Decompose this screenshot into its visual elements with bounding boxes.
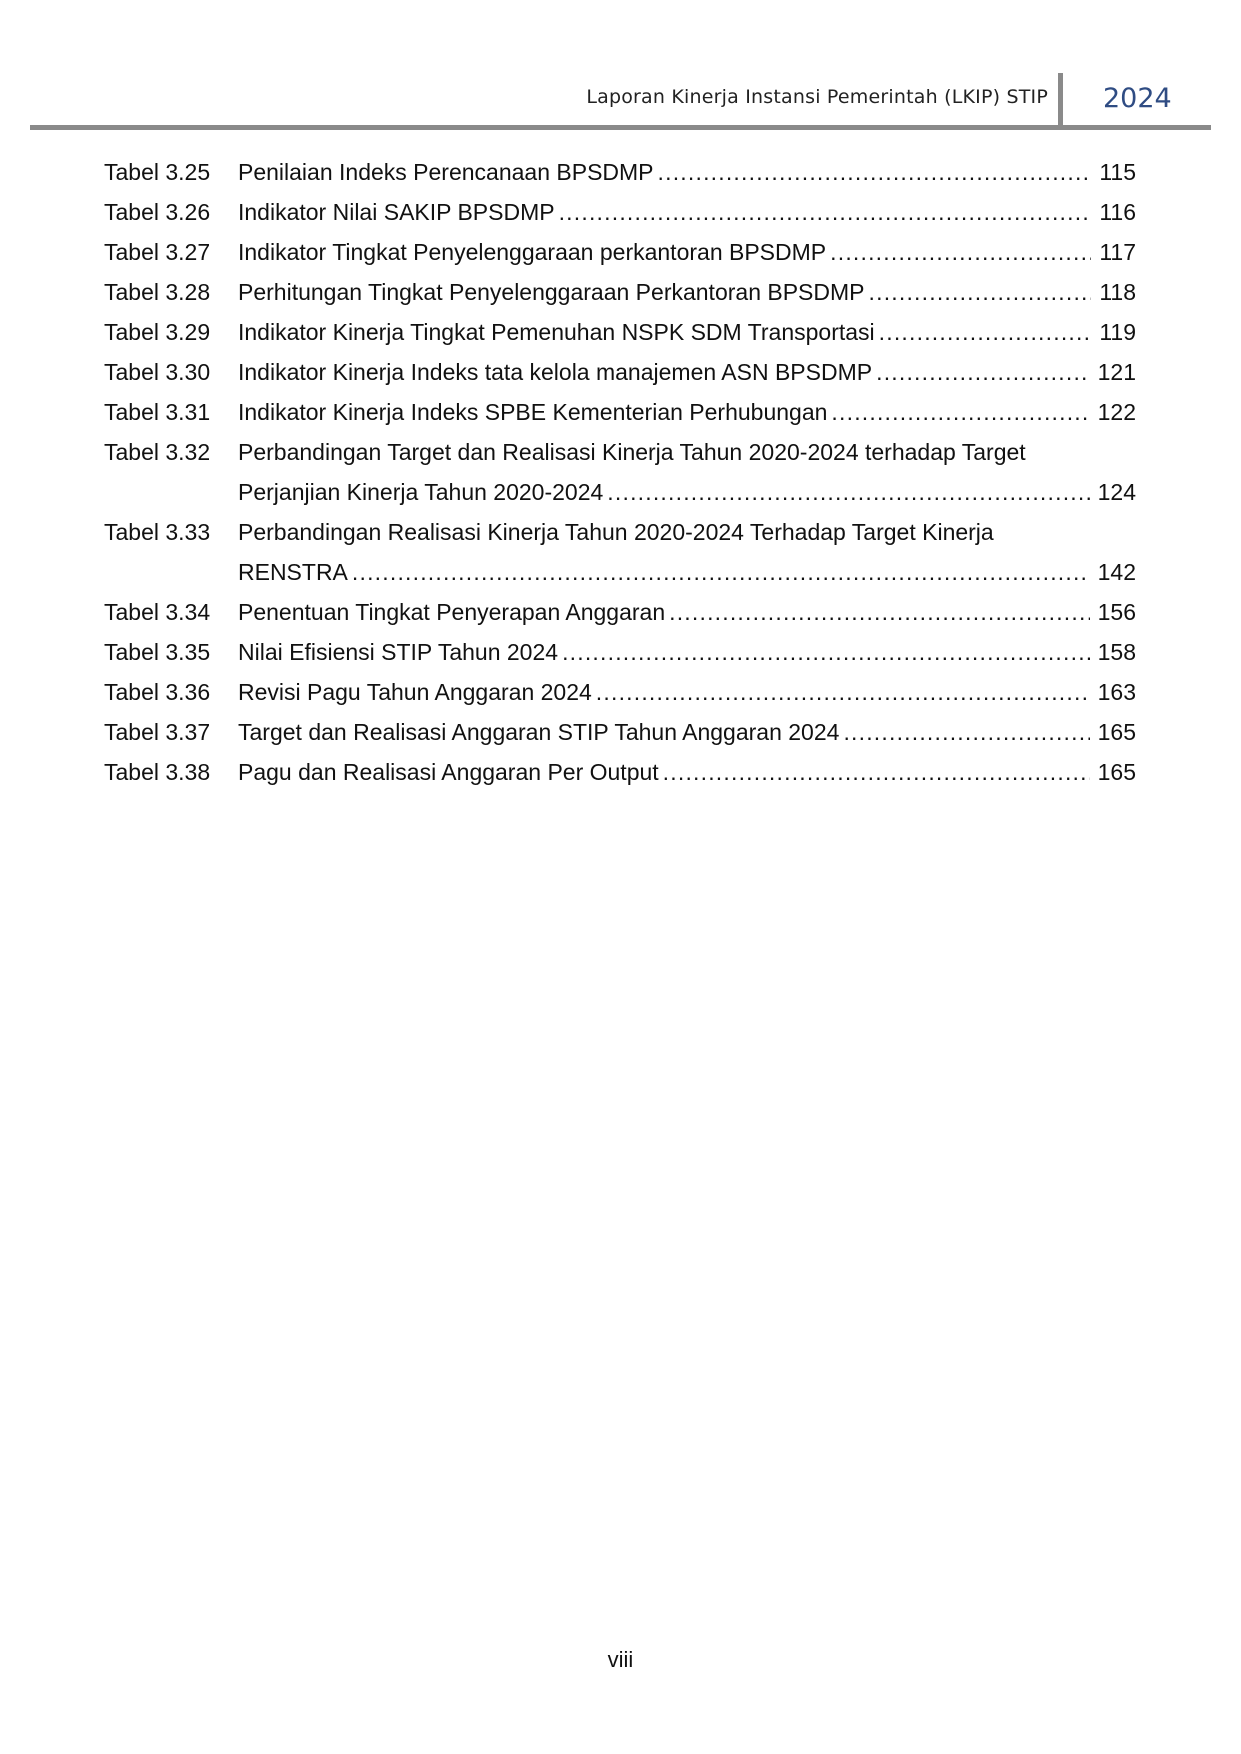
toc-entry-line [238,312,1136,352]
toc-entry-title: RENSTRA [238,559,348,585]
toc-dot-leader [658,152,1092,192]
toc-entry[interactable] [104,392,1136,432]
toc-entry-number: Tabel 3.26 [104,199,211,225]
toc-dot-leader [607,472,1089,512]
toc-dot-leader [843,712,1089,752]
toc-entry[interactable] [104,272,1136,312]
toc-entry-number: Tabel 3.34 [104,599,211,625]
toc-entry-number: Tabel 3.28 [104,279,211,305]
toc-entry-number: Tabel 3.38 [104,759,211,785]
toc-entry-number: Tabel 3.35 [104,639,211,665]
toc-dot-leader [869,272,1092,312]
toc-entry[interactable] [104,352,1136,392]
toc-entry-page: 163 [1097,679,1136,705]
toc-entry-body [238,232,1136,272]
toc-dot-leader [596,672,1090,712]
toc-dot-leader [876,352,1090,392]
toc-entry-page: 122 [1097,399,1136,425]
toc-entry-body [238,592,1136,632]
toc-entry-number: Tabel 3.36 [104,679,211,705]
header-divider [1058,73,1063,128]
toc-entry-title: Indikator Nilai SAKIP BPSDMP [238,199,555,225]
header-rule [30,125,1211,130]
toc-entry-body [238,312,1136,352]
toc-entry[interactable] [104,152,1136,192]
toc-entry-number: Tabel 3.25 [104,159,211,185]
toc-entry-line [238,472,1136,512]
toc-entry-number: Tabel 3.31 [104,399,211,425]
toc-entry-page: 121 [1097,359,1136,385]
toc-entry-page: 156 [1097,599,1136,625]
toc-entry[interactable] [104,752,1136,792]
toc-dot-leader [352,552,1090,592]
toc-entry-number: Tabel 3.37 [104,719,211,745]
toc-entry-page: 158 [1097,639,1136,665]
toc-entry-line [238,272,1136,312]
toc-dot-leader [562,632,1090,672]
toc-entry-body [238,672,1136,712]
toc-entry-page: 142 [1097,559,1136,585]
toc-entry-line [238,592,1136,632]
toc-entry-number: Tabel 3.29 [104,319,211,345]
toc-entry-body [238,512,1136,592]
toc-entry-body [238,752,1136,792]
toc-entry-line [238,752,1136,792]
toc-entry-page: 165 [1097,759,1136,785]
toc-entry-title: Revisi Pagu Tahun Anggaran 2024 [238,679,592,705]
toc-entry-title: Penilaian Indeks Perencanaan BPSDMP [238,159,654,185]
toc-entry-page: 117 [1099,239,1136,265]
toc-entry-page: 165 [1097,719,1136,745]
toc-dot-leader [669,592,1090,632]
toc-entry-title: Indikator Kinerja Indeks tata kelola manajemen ASN BPSDMP [238,359,873,385]
toc-entry[interactable] [104,592,1136,632]
toc-entry-page: 116 [1099,199,1136,225]
toc-entry-title: Target dan Realisasi Anggaran STIP Tahun Anggaran 2024 [238,719,840,745]
toc-entry[interactable] [104,632,1136,672]
toc-entry-body [238,192,1136,232]
toc-entry-title: Indikator Kinerja Indeks SPBE Kementerian Perhubungan [238,399,828,425]
toc-entry[interactable] [104,712,1136,752]
toc-entry[interactable] [104,512,1136,592]
toc-entry-page: 124 [1097,479,1136,505]
toc-entry-line [238,552,1136,592]
toc-entry-body [238,152,1136,192]
toc-entry-body [238,712,1136,752]
toc-dot-leader [831,392,1089,432]
toc-entry-page: 118 [1099,279,1136,305]
toc-entry-title: Penentuan Tingkat Penyerapan Anggaran [238,599,666,625]
toc-entry-page: 115 [1099,159,1136,185]
toc-entry[interactable] [104,232,1136,272]
toc-entry-body [238,272,1136,312]
toc-entry-body [238,432,1136,512]
toc-entry-title: Perjanjian Kinerja Tahun 2020-2024 [238,479,604,505]
toc-dot-leader [879,312,1092,352]
toc-entry-line [238,712,1136,752]
toc-entry-line [238,392,1136,432]
toc-entry[interactable] [104,312,1136,352]
toc-entry-title: Perhitungan Tingkat Penyelenggaraan Perkantoran BPSDMP [238,279,865,305]
toc-entry-number: Tabel 3.33 [104,519,211,545]
toc-entry-body [238,632,1136,672]
toc-entry-title: Indikator Tingkat Penyelenggaraan perkantoran BPSDMP [238,239,827,265]
toc-entry-line [238,152,1136,192]
toc-entry-title-line1: Perbandingan Target dan Realisasi Kinerja Tahun 2020-2024 terhadap Target [238,439,1026,465]
toc-entry-title: Indikator Kinerja Tingkat Pemenuhan NSPK SDM Transportasi [238,319,875,345]
toc-entry-number: Tabel 3.30 [104,359,211,385]
toc-entry-line [238,192,1136,232]
toc-entry[interactable] [104,432,1136,512]
toc-entry[interactable] [104,192,1136,232]
header-title: Laporan Kinerja Instansi Pemerintah (LKIP) STIP [586,86,1048,108]
toc-entry-body [238,352,1136,392]
toc-entry-title-line1: Perbandingan Realisasi Kinerja Tahun 2020-2024 Terhadap Target Kinerja [238,519,994,545]
toc-entry[interactable] [104,672,1136,712]
toc-entry-line [238,352,1136,392]
toc-entry-number: Tabel 3.27 [104,239,211,265]
toc-entry-number: Tabel 3.32 [104,439,211,465]
toc-entry-body [238,392,1136,432]
toc-dot-leader [663,752,1090,792]
toc-entry-line [238,232,1136,272]
toc-entry-title: Pagu dan Realisasi Anggaran Per Output [238,759,659,785]
toc-entry-line [238,672,1136,712]
header-year: 2024 [1103,83,1172,114]
toc-entry-line [238,632,1136,672]
toc-dot-leader [830,232,1091,272]
page-header [0,0,1241,130]
table-of-contents [104,152,1136,792]
toc-dot-leader [559,192,1092,232]
toc-entry-page: 119 [1099,319,1136,345]
page-number: viii [607,1647,634,1672]
toc-entry-title: Nilai Efisiensi STIP Tahun 2024 [238,639,559,665]
